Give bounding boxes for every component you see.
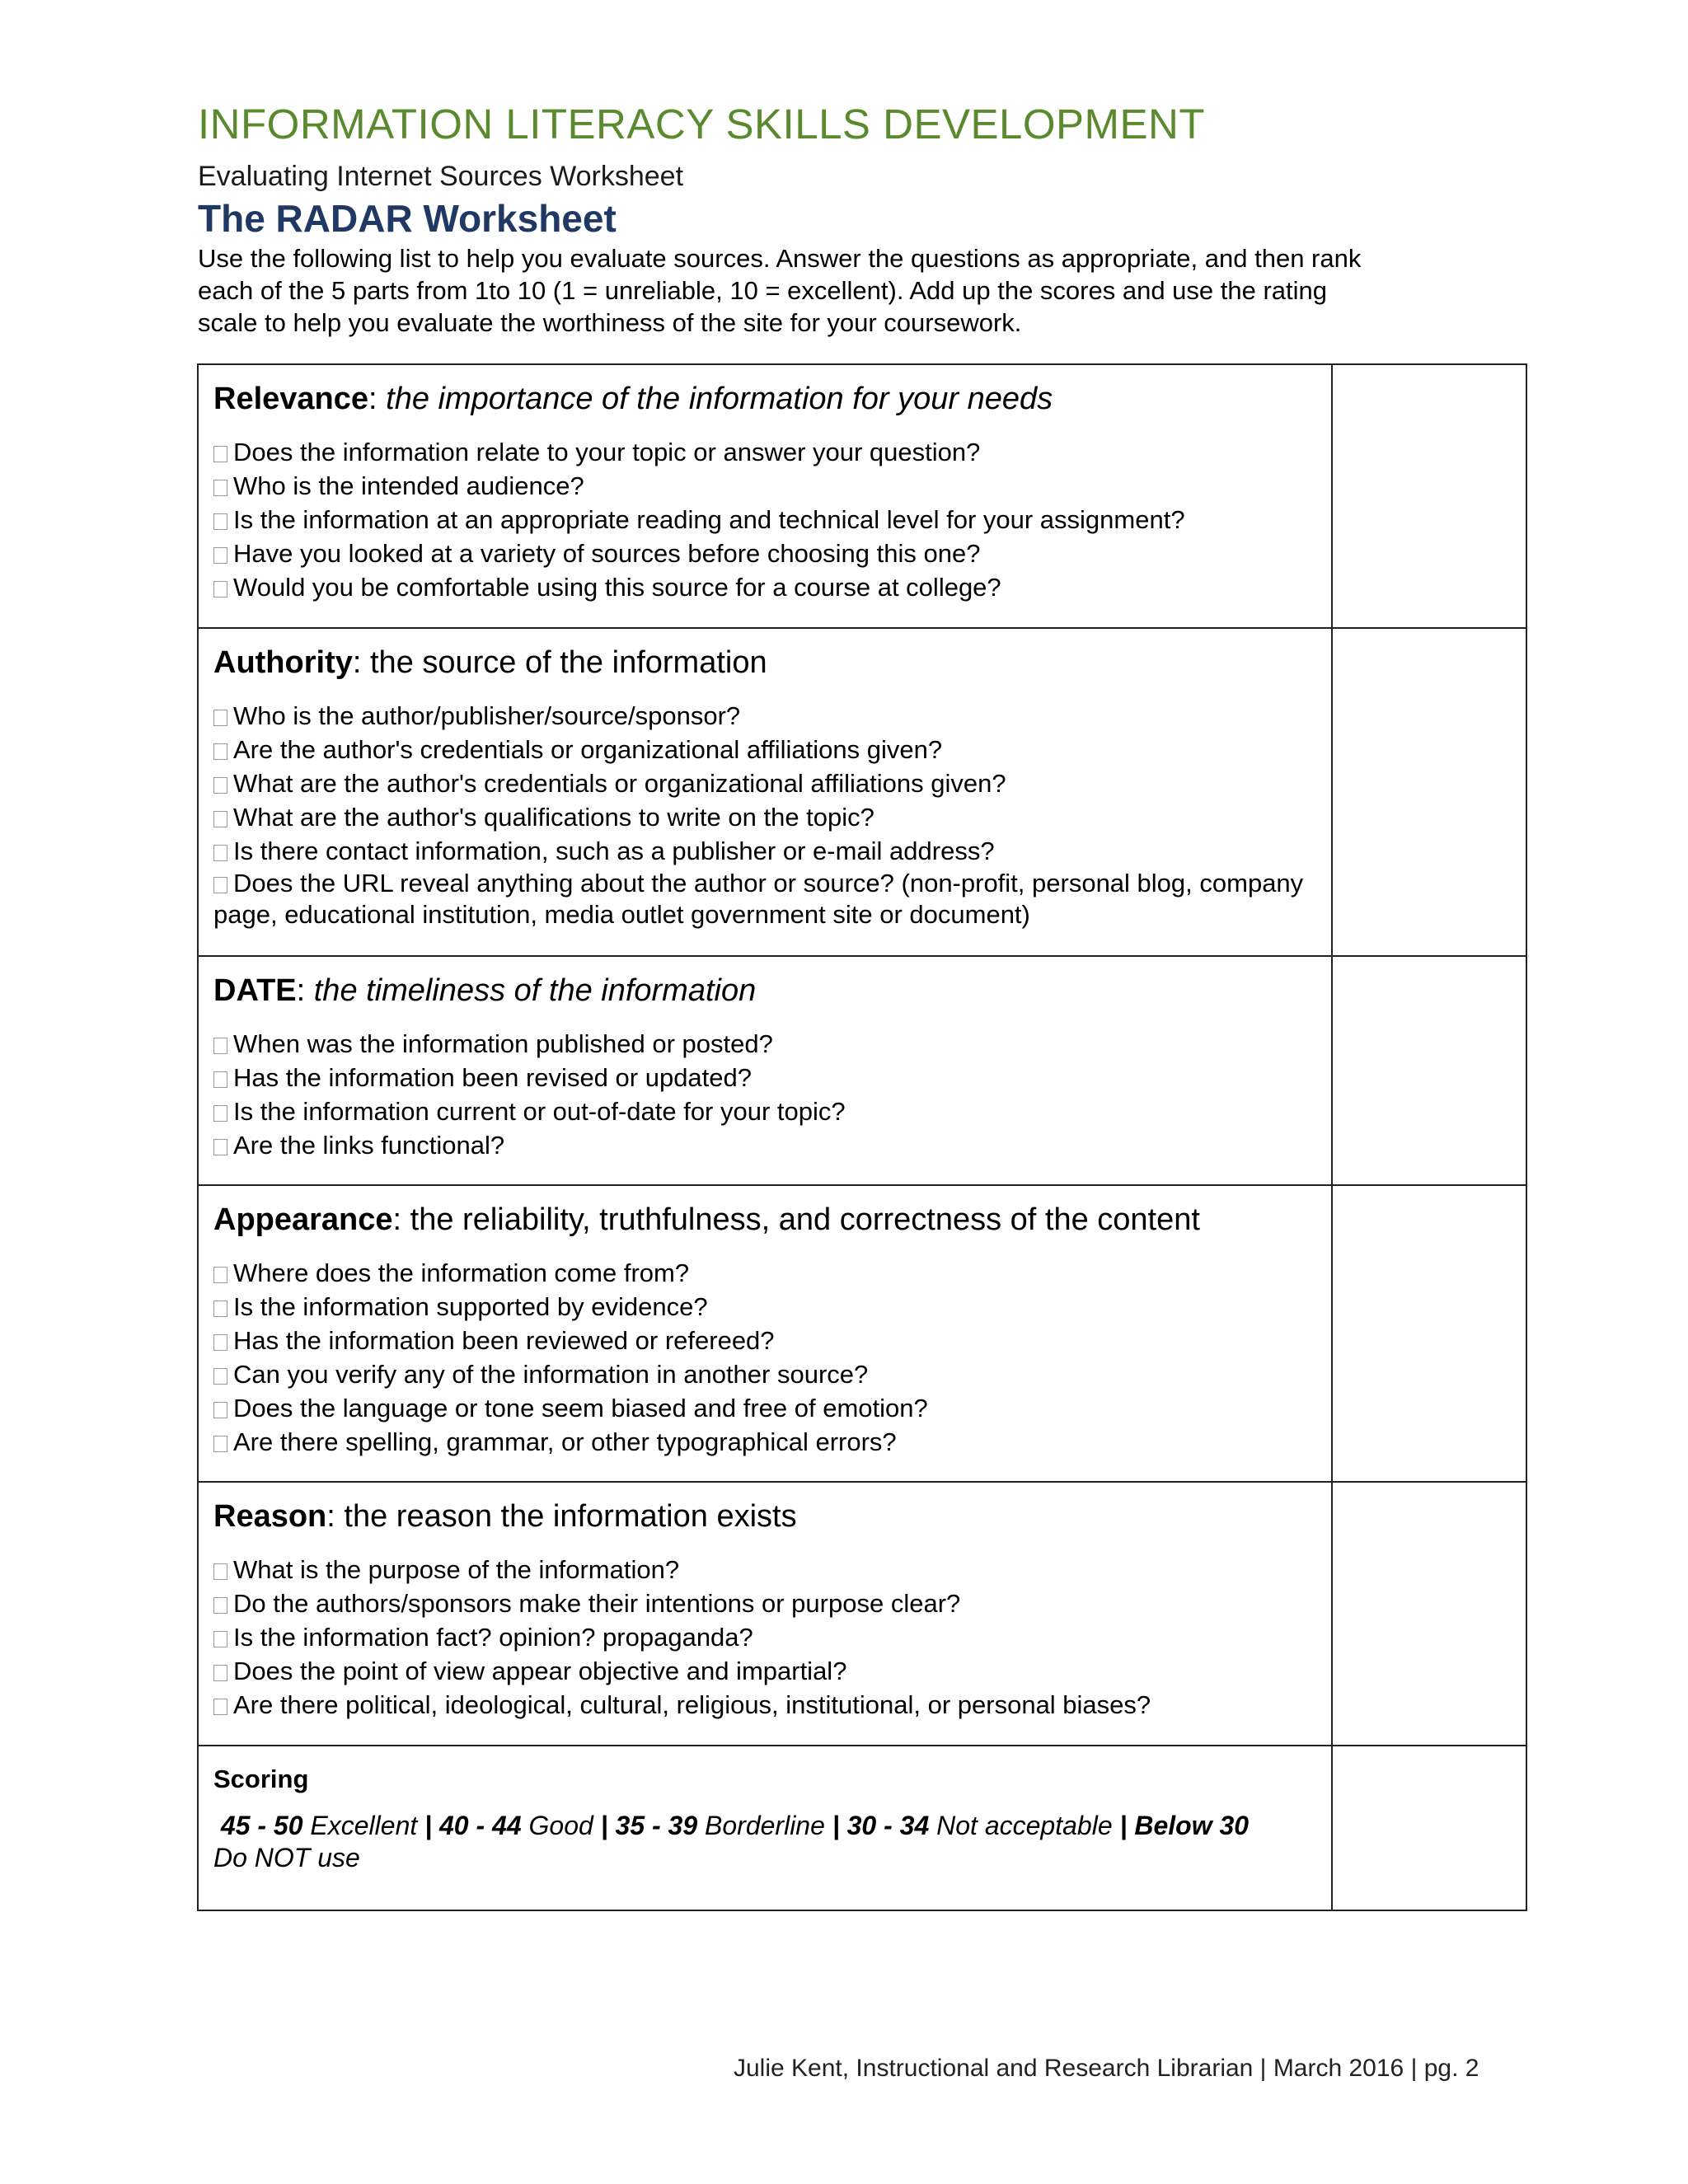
checkbox-icon[interactable] bbox=[213, 1699, 227, 1715]
checklist-item bbox=[213, 766, 1318, 800]
checkbox-icon[interactable] bbox=[213, 743, 227, 760]
section-description: the reason the information exists bbox=[344, 1499, 797, 1534]
checkbox-icon[interactable] bbox=[213, 1139, 227, 1155]
checklist-item-text: Does the language or tone seem biased and free of emotion? bbox=[233, 1394, 928, 1422]
total-score-cell[interactable] bbox=[1331, 1746, 1526, 1910]
checklist-item bbox=[213, 834, 1318, 868]
authority-content bbox=[213, 629, 1318, 930]
score-rating: Excellent bbox=[302, 1811, 425, 1840]
checklist-item-text: Is the information supported by evidence? bbox=[233, 1292, 708, 1321]
scoring-row bbox=[199, 1746, 1526, 1910]
appearance-score-cell[interactable] bbox=[1331, 1186, 1526, 1481]
checkbox-icon[interactable] bbox=[213, 1665, 227, 1681]
radar-table bbox=[197, 363, 1527, 1911]
checkbox-icon[interactable] bbox=[213, 513, 227, 530]
score-range: 45 - 50 bbox=[220, 1811, 303, 1840]
checklist-item-text: Who is the author/publisher/source/sponsor? bbox=[233, 701, 741, 730]
checkbox-icon[interactable] bbox=[213, 446, 227, 462]
checklist-item-text: Is the information current or out-of-date for your topic? bbox=[233, 1097, 846, 1126]
checklist-item-text: Do the authors/sponsors make their intentions or purpose clear? bbox=[233, 1589, 961, 1618]
intro-line: Use the following list to help you evaluate sources. Answer the questions as appropriate, and then rank bbox=[198, 244, 1362, 273]
checkbox-icon[interactable] bbox=[213, 1334, 227, 1351]
checkbox-icon[interactable] bbox=[213, 1038, 227, 1054]
checklist-item bbox=[213, 503, 1318, 537]
section-sep: : bbox=[326, 1499, 345, 1534]
appearance-row bbox=[199, 1186, 1526, 1483]
date-content bbox=[213, 957, 1318, 1162]
intro-line: scale to help you evaluate the worthiness of the site for your coursework. bbox=[198, 308, 1022, 337]
checklist-item-text: When was the information published or posted? bbox=[233, 1029, 773, 1058]
section-term: Reason bbox=[213, 1499, 327, 1534]
checklist-item-text: Can you verify any of the information in another source? bbox=[233, 1360, 869, 1389]
checklist-item bbox=[213, 1620, 1318, 1654]
checkbox-icon[interactable] bbox=[213, 811, 227, 827]
section-term: DATE bbox=[213, 973, 297, 1008]
checkbox-icon[interactable] bbox=[213, 1301, 227, 1317]
checklist-item bbox=[213, 1324, 1318, 1357]
checklist-item bbox=[213, 537, 1318, 570]
checklist-item-text: Are there spelling, grammar, or other typographical errors? bbox=[233, 1427, 897, 1456]
section-sep: : bbox=[368, 382, 387, 416]
checkbox-icon[interactable] bbox=[213, 845, 227, 861]
section-description: the timeliness of the information bbox=[313, 973, 757, 1008]
score-range: | 35 - 39 bbox=[600, 1811, 698, 1840]
checklist-item-text: Does the point of view appear objective and impartial? bbox=[233, 1657, 847, 1685]
date-row bbox=[199, 957, 1526, 1186]
checklist-item bbox=[213, 1357, 1318, 1391]
score-range: | 30 - 34 bbox=[832, 1811, 930, 1840]
checkbox-icon[interactable] bbox=[213, 1071, 227, 1088]
reason-score-cell[interactable] bbox=[1331, 1483, 1526, 1745]
date-heading bbox=[213, 973, 1318, 1009]
relevance-content bbox=[213, 365, 1318, 604]
section-sep: : bbox=[296, 973, 314, 1008]
checkbox-icon[interactable] bbox=[213, 877, 227, 893]
checklist-item bbox=[213, 733, 1318, 766]
scoring-content bbox=[213, 1746, 1318, 1874]
appearance-checklist bbox=[213, 1256, 1318, 1459]
checklist-item bbox=[213, 1061, 1318, 1094]
checklist-item-text: What are the author's qualifications to write on the topic? bbox=[233, 803, 874, 832]
section-term: Authority bbox=[213, 645, 353, 680]
checkbox-icon[interactable] bbox=[213, 1631, 227, 1647]
intro-line: each of the 5 parts from 1to 10 (1 = unreliable, 10 = excellent). Add up the scores and use the rating bbox=[198, 276, 1328, 305]
section-term: Appearance bbox=[213, 1202, 393, 1237]
reason-row bbox=[199, 1483, 1526, 1746]
checklist-item bbox=[213, 1290, 1318, 1324]
checkbox-icon[interactable] bbox=[213, 1436, 227, 1452]
reason-checklist bbox=[213, 1553, 1318, 1722]
authority-heading bbox=[213, 645, 1318, 681]
checklist-item-text: Are there political, ideological, cultural, religious, institutional, or personal biases? bbox=[233, 1690, 1151, 1719]
section-description: the importance of the information for your needs bbox=[386, 382, 1053, 416]
document-title: INFORMATION LITERACY SKILLS DEVELOPMENT bbox=[198, 101, 1206, 148]
checkbox-icon[interactable] bbox=[213, 1267, 227, 1283]
checklist-item-text: Would you be comfortable using this source for a course at college? bbox=[233, 573, 1001, 602]
scoring-scale bbox=[213, 1810, 1318, 1874]
checklist-item bbox=[213, 570, 1318, 604]
section-sep: : bbox=[352, 645, 370, 680]
score-range: | Below 30 bbox=[1119, 1811, 1250, 1840]
score-rating: Borderline bbox=[697, 1811, 832, 1840]
checklist-item-text: What is the purpose of the information? bbox=[233, 1555, 680, 1584]
checklist-item-text: Has the information been revised or updated? bbox=[233, 1063, 753, 1092]
checklist-item bbox=[213, 1586, 1318, 1620]
checklist-item bbox=[213, 1553, 1318, 1586]
checklist-item-text: Have you looked at a variety of sources before choosing this one? bbox=[233, 539, 981, 568]
score-rating: Not acceptable bbox=[929, 1811, 1120, 1840]
checklist-item-text: Has the information been reviewed or refereed? bbox=[233, 1326, 775, 1355]
checklist-item-text: Are the links functional? bbox=[233, 1131, 505, 1160]
authority-score-cell[interactable] bbox=[1331, 629, 1526, 955]
relevance-row bbox=[199, 365, 1526, 629]
score-range: | 40 - 44 bbox=[424, 1811, 522, 1840]
relevance-heading bbox=[213, 382, 1318, 417]
authority-checklist bbox=[213, 699, 1318, 930]
checklist-item bbox=[213, 1425, 1318, 1459]
checklist-item-text: Does the information relate to your topic or answer your question? bbox=[233, 438, 981, 466]
checklist-item bbox=[213, 469, 1318, 503]
checklist-item bbox=[213, 1256, 1318, 1290]
checklist-item bbox=[213, 699, 1318, 733]
checklist-item-text: What are the author's credentials or organizational affiliations given? bbox=[233, 769, 1006, 798]
checkbox-icon[interactable] bbox=[213, 1105, 227, 1122]
score-rating: Do NOT use bbox=[213, 1843, 360, 1872]
section-sep: : bbox=[392, 1202, 410, 1237]
reason-heading bbox=[213, 1499, 1318, 1535]
checkbox-icon[interactable] bbox=[213, 480, 227, 496]
checklist-item bbox=[213, 868, 1318, 930]
relevance-checklist bbox=[213, 435, 1318, 604]
checkbox-icon[interactable] bbox=[213, 581, 227, 598]
section-term: Relevance bbox=[213, 382, 369, 416]
checklist-item-text: Is the information fact? opinion? propaganda? bbox=[233, 1623, 753, 1652]
checkbox-icon[interactable] bbox=[213, 1402, 227, 1418]
checkbox-icon[interactable] bbox=[213, 547, 227, 564]
checklist-item-text: Is there contact information, such as a publisher or e-mail address? bbox=[233, 837, 995, 865]
checkbox-icon[interactable] bbox=[213, 710, 227, 726]
date-checklist bbox=[213, 1027, 1318, 1162]
page-footer: Julie Kent, Instructional and Research Librarian | March 2016 | pg. 2 bbox=[734, 2055, 1479, 2082]
appearance-heading bbox=[213, 1202, 1318, 1238]
checklist-item-text: Does the URL reveal anything about the author or source? (non-profit, personal blog, company page, educational institution, media outlet government site or document) bbox=[213, 869, 1304, 929]
section-description: the reliability, truthfulness, and correctness of the content bbox=[410, 1202, 1200, 1237]
appearance-content bbox=[213, 1186, 1318, 1459]
checklist-item-text: Who is the intended audience? bbox=[233, 471, 584, 500]
checklist-item-text: Where does the information come from? bbox=[233, 1258, 690, 1287]
checkbox-icon[interactable] bbox=[213, 1563, 227, 1580]
date-score-cell[interactable] bbox=[1331, 957, 1526, 1184]
checklist-item bbox=[213, 1654, 1318, 1688]
relevance-score-cell[interactable] bbox=[1331, 365, 1526, 627]
section-description: the source of the information bbox=[370, 645, 767, 680]
score-rating: Good bbox=[521, 1811, 601, 1840]
checklist-item-text: Is the information at an appropriate reading and technical level for your assignment? bbox=[233, 505, 1185, 534]
checklist-item-text: Are the author's credentials or organizational affiliations given? bbox=[233, 735, 943, 764]
scoring-heading: Scoring bbox=[213, 1765, 309, 1793]
reason-content bbox=[213, 1483, 1318, 1722]
intro-paragraph bbox=[198, 242, 1484, 339]
checklist-item bbox=[213, 800, 1318, 834]
checklist-item bbox=[213, 1128, 1318, 1162]
worksheet-title: The RADAR Worksheet bbox=[198, 197, 617, 240]
checkbox-icon[interactable] bbox=[213, 1597, 227, 1614]
checklist-item bbox=[213, 1688, 1318, 1722]
checkbox-icon[interactable] bbox=[213, 1368, 227, 1385]
checklist-item bbox=[213, 1391, 1318, 1425]
checklist-item bbox=[213, 435, 1318, 469]
checkbox-icon[interactable] bbox=[213, 777, 227, 794]
checklist-item bbox=[213, 1094, 1318, 1128]
checklist-item bbox=[213, 1027, 1318, 1061]
authority-row bbox=[199, 629, 1526, 957]
document-subtitle: Evaluating Internet Sources Worksheet bbox=[198, 161, 684, 192]
